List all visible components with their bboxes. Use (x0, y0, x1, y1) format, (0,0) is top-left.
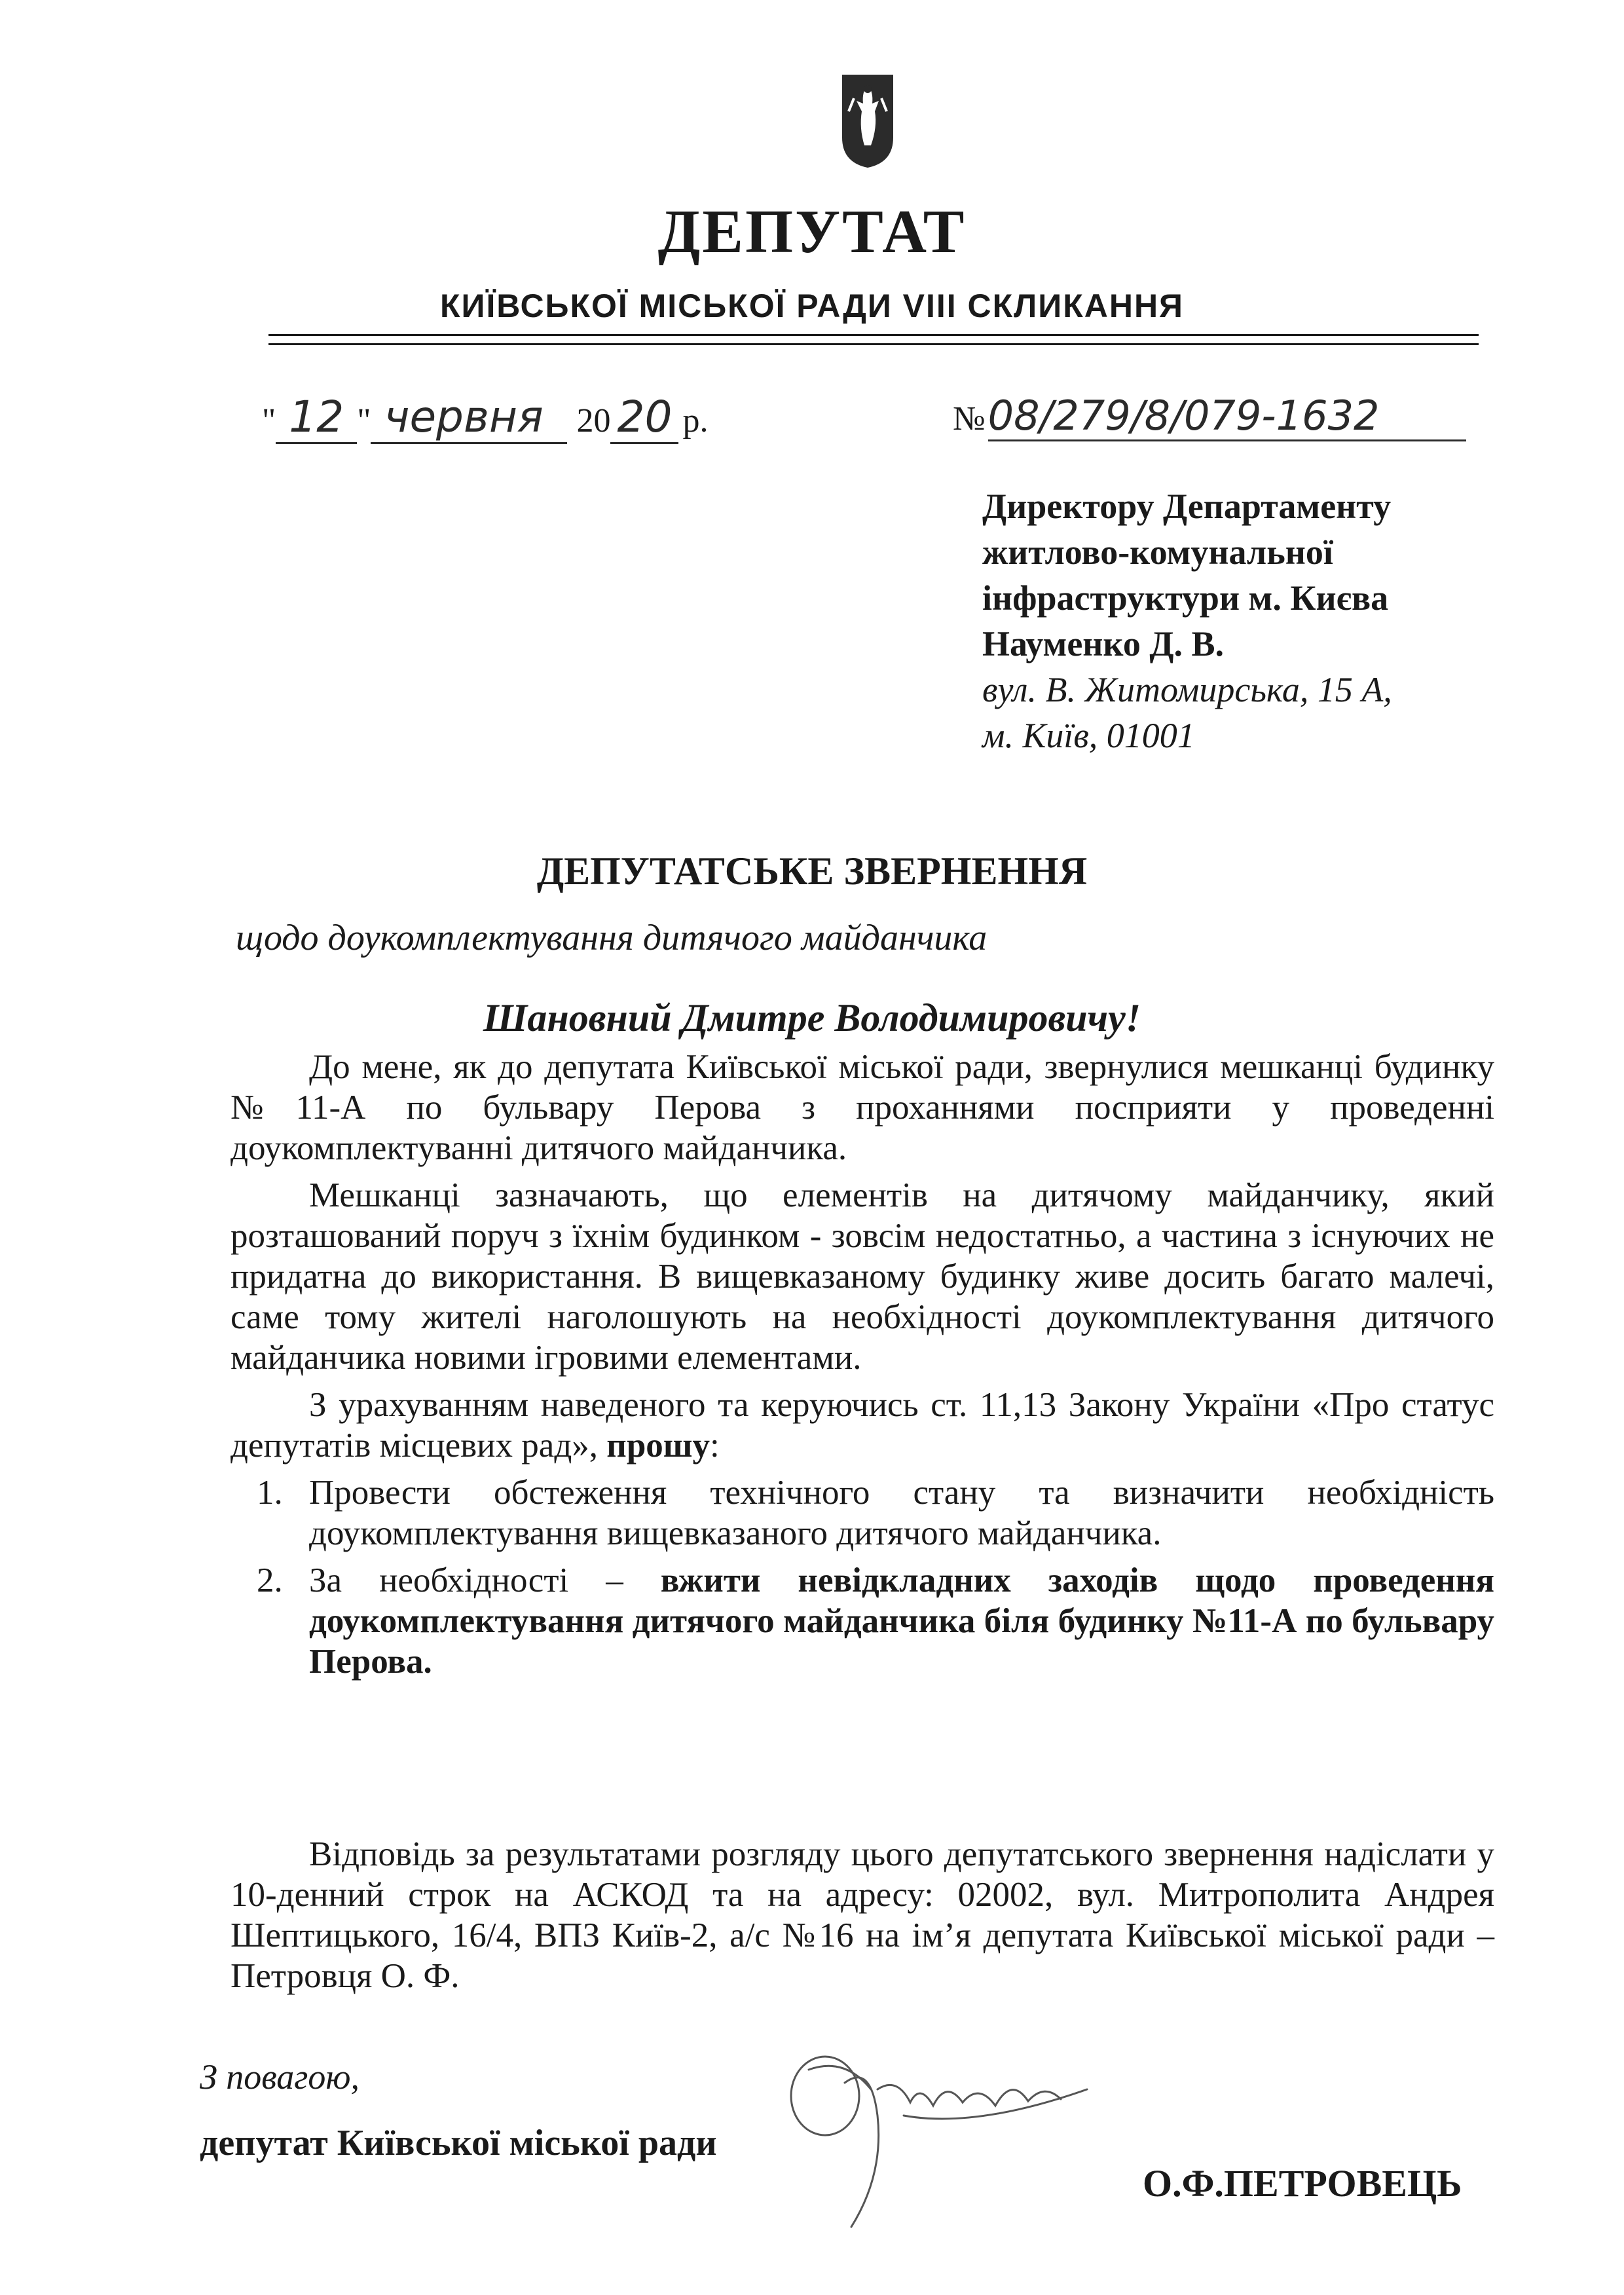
date-day: 12 (276, 392, 357, 444)
handwritten-signature (779, 2043, 1146, 2240)
list-item-number: 2. (257, 1561, 283, 1599)
addressee-line-3: інфраструктури м. Києва (982, 578, 1389, 618)
date-month: червня (371, 392, 567, 444)
request-list (231, 1472, 1494, 1682)
letter-body (231, 1047, 1494, 1689)
date-year-unit: р. (682, 402, 709, 439)
list-item-text: Провести обстеження технічного стану та визначити необхідність доукомплектування вищевказаного дитячого майданчика. (309, 1474, 1494, 1552)
number-label: № (953, 400, 986, 438)
response-instructions (231, 1834, 1494, 2003)
paragraph-problem: Мешканці зазначають, що елементів на дитячому майданчику, який розташований поруч з їхнім будинком - зовсім недостатньо, а частина з існуючих не придатна до використання. В вищевказаному будинку живе досить багато малечі, саме тому жителі наголошують на необхідності доукомплектування дитячого майданчика новими ігровими елементами. (231, 1176, 1494, 1377)
date-close-quote: " (357, 402, 371, 439)
signer-role: депутат Київської міської ради (200, 2123, 717, 2163)
number-value: 08/279/8/079-1632 (988, 392, 1466, 441)
kyiv-coat-of-arms-icon (840, 72, 896, 170)
list-item-number: 1. (257, 1474, 283, 1512)
date-open-quote: " (262, 402, 276, 439)
list-item-bold-text: вжити невідкладних заходів щодо проведення доукомплектування дитячого майданчика біля будинку №11-А по бульвару Перова. (309, 1561, 1495, 1681)
date-year-suffix: 20 (610, 392, 678, 444)
addressee-name: Науменко Д. В. (982, 624, 1224, 663)
signer-name: О.Ф.ПЕТРОВЕЦЬ (1143, 2162, 1462, 2205)
letterhead-title: ДЕПУТАТ (657, 198, 967, 266)
document-title: ДЕПУТАТСЬКЕ ЗВЕРНЕННЯ (536, 849, 1088, 893)
outgoing-number (953, 392, 1466, 441)
list-item (231, 1560, 1494, 1682)
letterhead-rule-bottom (268, 343, 1479, 345)
list-item (231, 1472, 1494, 1554)
closing-phrase: З повагою, (200, 2057, 360, 2097)
salutation: Шановний Дмитре Володимировичу! (483, 996, 1141, 1039)
letterhead-subtitle: КИЇВСЬКОЇ МІСЬКОЇ РАДИ VIII СКЛИКАННЯ (440, 288, 1184, 324)
date-year-prefix: 20 (576, 402, 611, 439)
paragraph-response: Відповідь за результатами розгляду цього депутатського звернення надіслати у 10-денний строк на АСКОД та на адресу: 02002, вул. Митрополита Андрея Шептицького, 16/4, ВПЗ Київ-2, а/с №16 на ім’я депутата Київської міської ради – Петровця О. Ф. (231, 1835, 1494, 1995)
addressee-line-2: житлово-комунальної (982, 532, 1333, 572)
list-item-text: За необхідності – (309, 1561, 623, 1599)
date-line (262, 392, 708, 444)
letterhead-rule-top (268, 334, 1479, 336)
paragraph-legal-basis (231, 1385, 1494, 1466)
addressee-city: м. Київ, 01001 (982, 716, 1195, 755)
document-subject: щодо доукомплектування дитячого майданчика (236, 918, 987, 958)
legal-basis-text: З урахуванням наведеного та керуючись ст. 11,13 Закону України «Про статус депутатів місцевих рад», (231, 1386, 1494, 1465)
addressee-line-1: Директору Департаменту (982, 487, 1392, 526)
paragraph-request-origin: До мене, як до депутата Київської міської ради, звернулися мешканці будинку №11-А по бульвару Перова з проханнями посприяти у проведенні доукомплектуванні дитячого майданчика. (231, 1048, 1494, 1167)
addressee-street: вул. В. Житомирська, 15 А, (982, 670, 1392, 709)
request-keyword: прошу (606, 1427, 710, 1465)
addressee-block (982, 483, 1604, 758)
request-colon: : (710, 1427, 720, 1465)
